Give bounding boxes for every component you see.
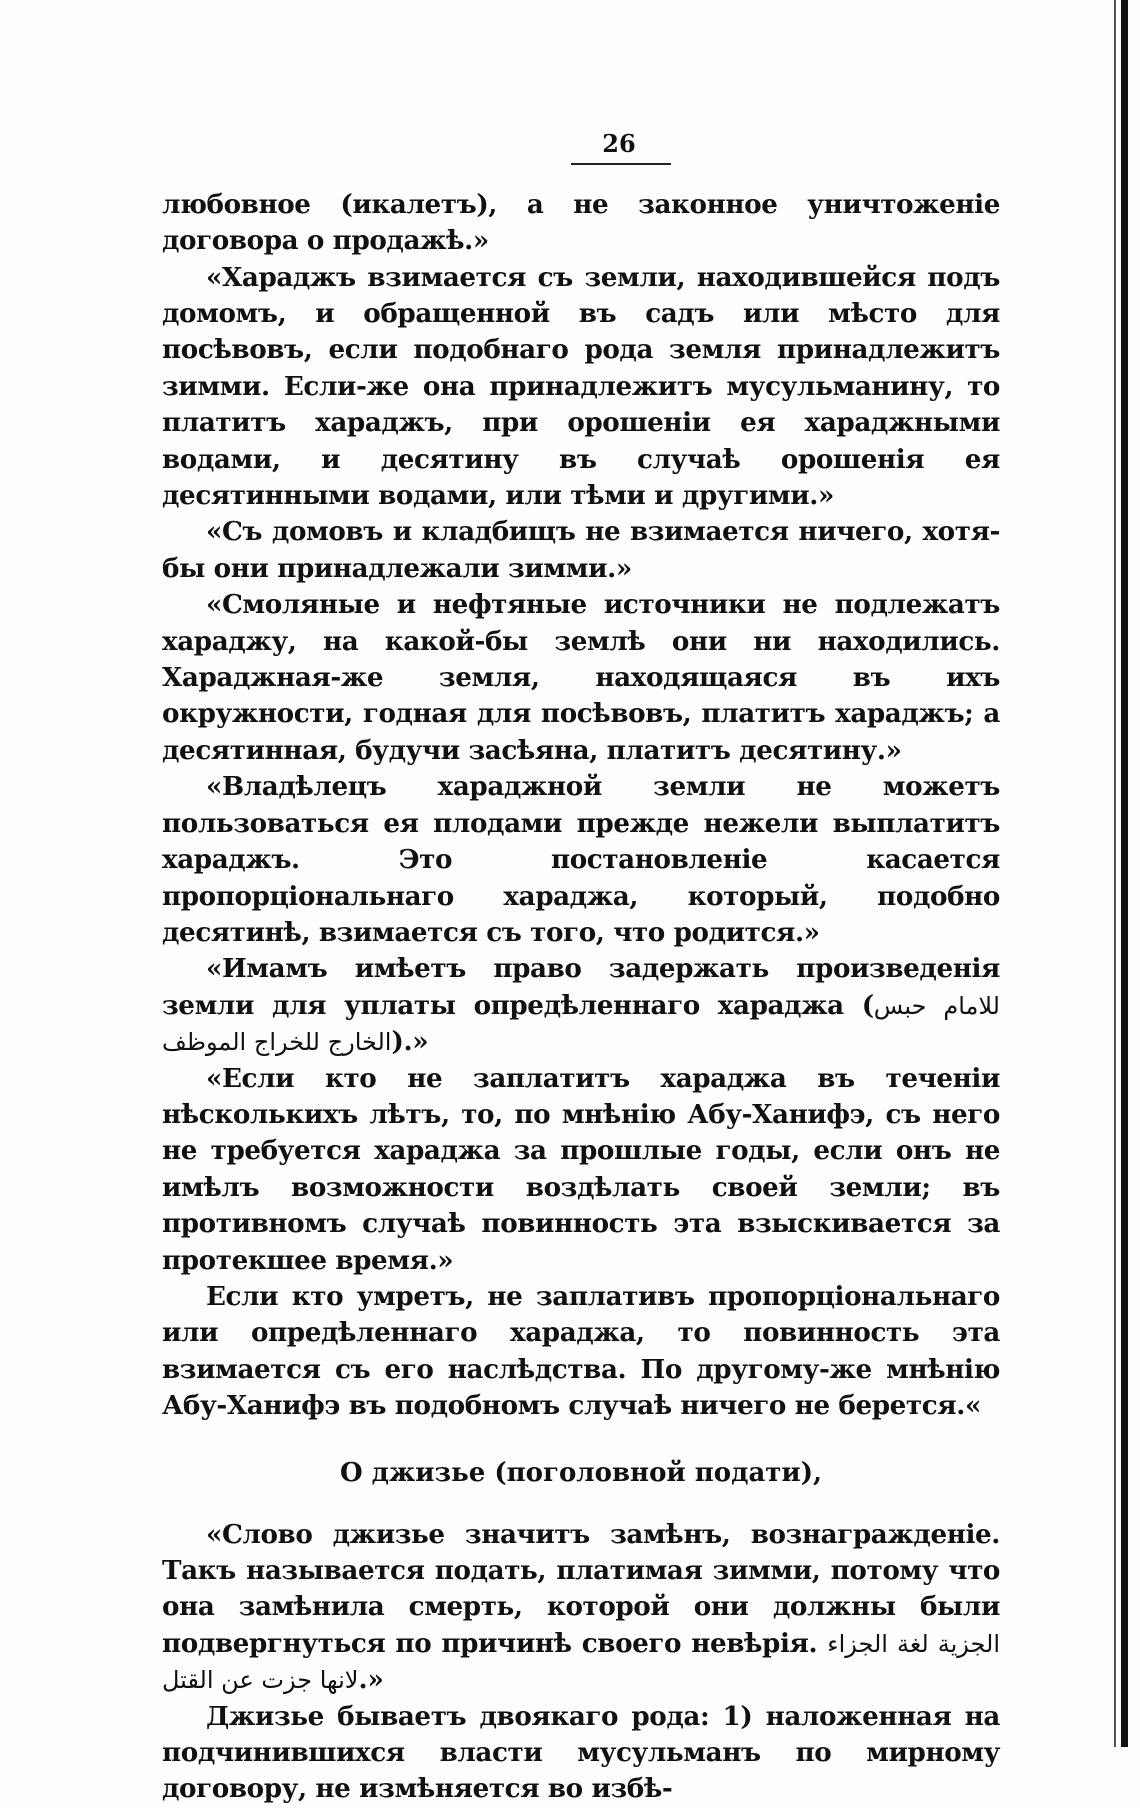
arabic-quote-1: للامام حبس الخارج للخراج الموظف bbox=[162, 991, 1000, 1057]
document-page bbox=[162, 130, 1000, 1808]
section-paragraph-1 bbox=[162, 1517, 1000, 1699]
arabic-quote-2: الجزية لغة الجزاء لانها جزت عن القتل bbox=[162, 1629, 1000, 1695]
paragraph-6-text-after: ).» bbox=[391, 1026, 429, 1058]
paragraph-8: Если кто умретъ, не заплативъ пропорціональнаго или опредѣленнаго хараджа, то повинность эта взимается съ его наслѣдства. По другому-же мнѣнію Абу-Ханифэ въ подобномъ случаѣ ничего не берется.« bbox=[162, 1280, 1000, 1422]
page-number-rule bbox=[571, 163, 671, 165]
section-paragraph-1-text-after: .» bbox=[358, 1664, 384, 1696]
page-number: 26 bbox=[602, 129, 636, 158]
page-edge-border bbox=[1121, 0, 1128, 1747]
body-text bbox=[162, 187, 1000, 1808]
paragraph-4: «Смоляные и нефтяные источники не подлежатъ хараджу, на какой-бы землѣ они ни находились. Хараджная-же земля, находящаяся въ ихъ окружности, годная для посѣвовъ, платитъ хараджъ; а десятинная, будучи засѣяна, платитъ десятину.» bbox=[162, 589, 1000, 766]
paragraph-2: «Хараджъ взимается съ земли, находившейся подъ домомъ, и обращенной въ садъ или мѣсто для посѣвовъ, если подобнаго рода земля принадлежитъ зимми. Если-же она принадлежитъ мусульманину, то платитъ хараджъ, при орошеніи ея хараджными водами, и десятину въ случаѣ орошенія ея десятинными водами, или тѣми и другими.» bbox=[162, 261, 1000, 512]
paragraph-5: «Владѣлецъ хараджной земли не можетъ пользоваться ея плодами прежде нежели выплатитъ хараджъ. Это постановленіе касается пропорціональнаго хараджа, который, подобно десятинѣ, взимается съ того, что родится.» bbox=[162, 771, 1000, 948]
section-paragraph-2: Джизье бываетъ двоякаго рода: 1) наложенная на подчинившихся власти мусульманъ по мирному договору, не измѣняется во избѣ- bbox=[162, 1700, 1000, 1805]
paragraph-7: «Если кто не заплатитъ хараджа въ теченіи нѣсколькихъ лѣтъ, то, по мнѣнію Абу-Ханифэ, съ него не требуется хараджа за прошлые годы, если онъ не имѣлъ возможности воздѣлать своей земли; въ противномъ случаѣ повинность эта взыскивается за протекшее время.» bbox=[162, 1062, 1000, 1276]
paragraph-6 bbox=[162, 951, 1000, 1060]
paragraph-3: «Съ домовъ и кладбищъ не взимается ничего, хотя-бы они принадлежали зимми.» bbox=[162, 516, 1000, 584]
paragraph-6-text-before: «Имамъ имѣетъ право задержать произведенія земли для уплаты опредѣленнаго хараджа ( bbox=[162, 953, 1000, 1021]
section-heading: О джизье (поголовной подати), bbox=[339, 1457, 823, 1488]
page-edge-shadow bbox=[1114, 0, 1116, 1747]
paragraph-1: любовное (икалетъ), а не законное уничтоженіе договора о продажѣ.» bbox=[162, 188, 1000, 257]
section-paragraph-1-text-before: «Слово джизье значитъ замѣнъ, вознагражденіе. Такъ называется подать, платимая зимми, потому что она замѣнила смерть, которой они должны были подвергнуться по причинѣ своего невѣрія. bbox=[162, 1518, 1000, 1659]
